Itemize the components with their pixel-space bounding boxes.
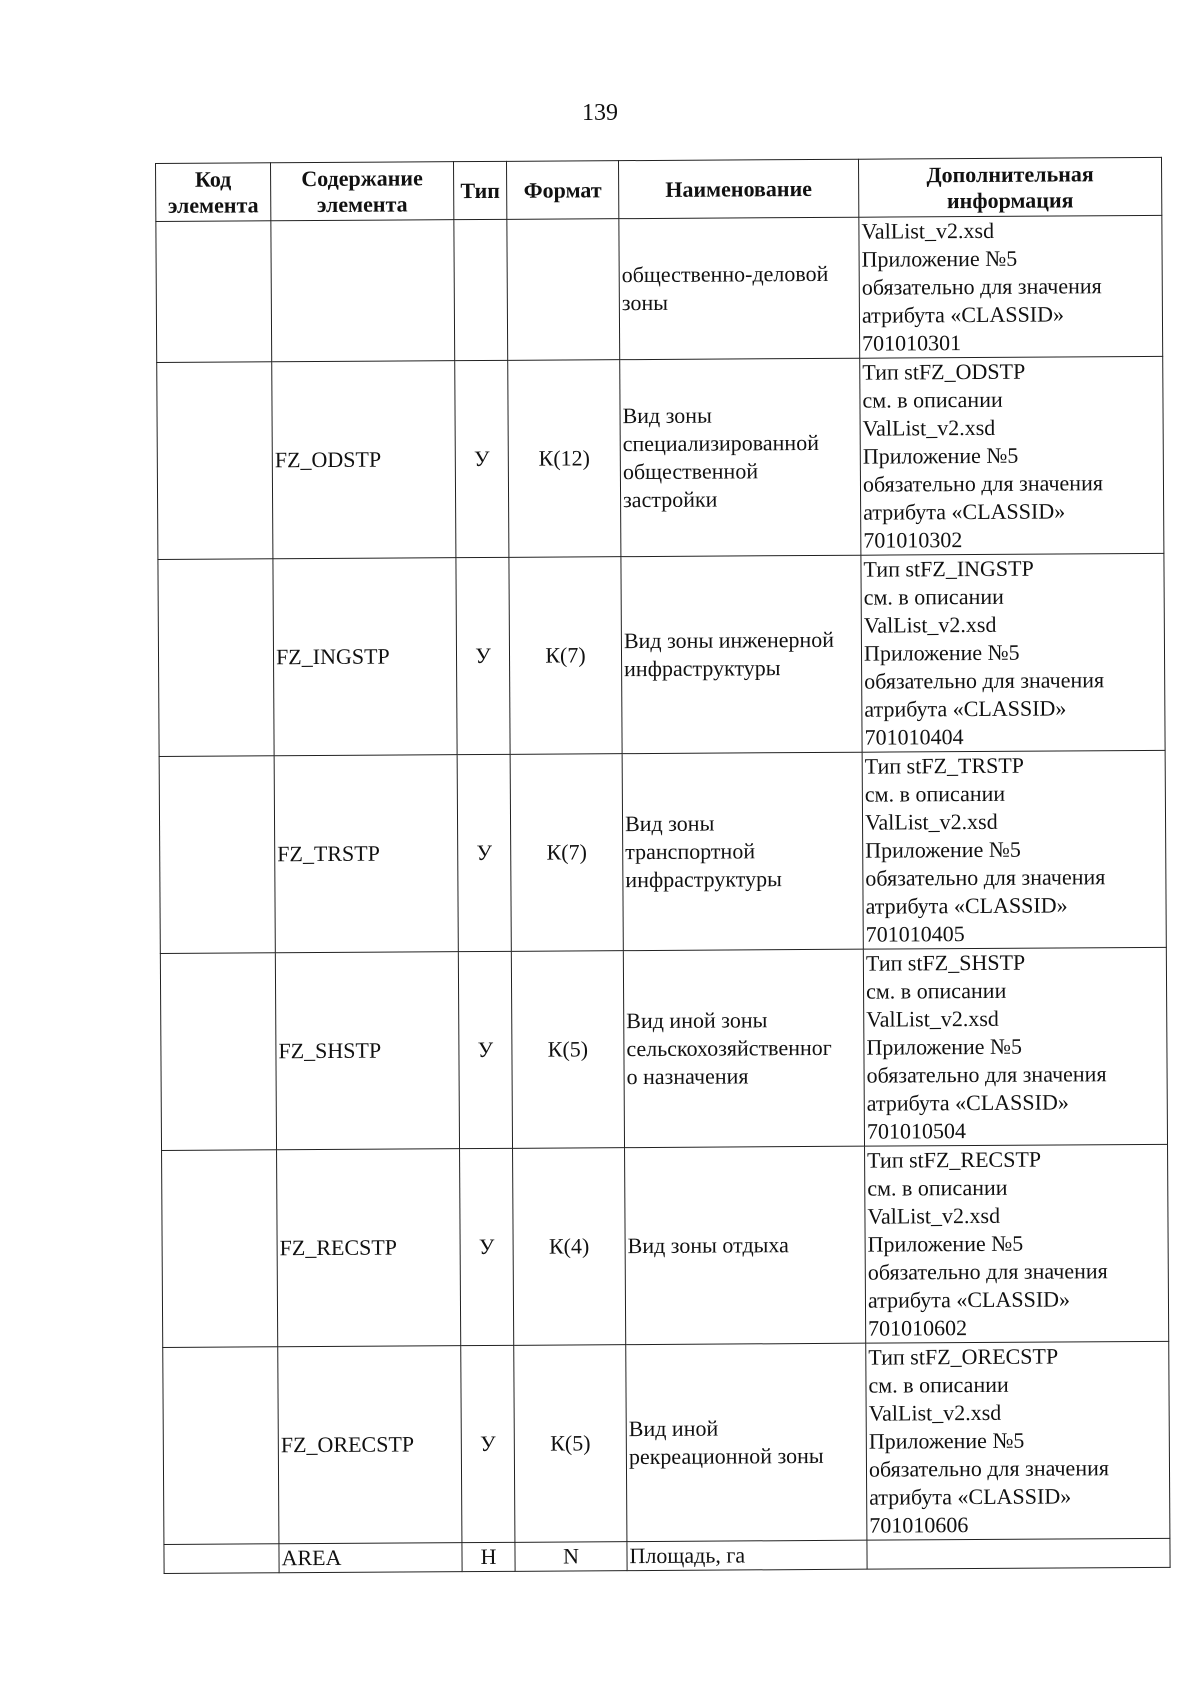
cell-name xyxy=(623,949,864,1147)
info-line: Приложение №5 xyxy=(867,1230,1024,1257)
info-line: обязательно для значения xyxy=(865,864,1106,891)
name-line: специализированной xyxy=(622,429,820,457)
info-line: Тип stFZ_ORECSTP xyxy=(868,1343,1059,1370)
info-line: см. в описании xyxy=(867,1174,1008,1201)
info-line: Приложение №5 xyxy=(863,639,1020,666)
table-row xyxy=(156,215,1163,362)
table-row xyxy=(162,1144,1169,1347)
cell-format: К(7) xyxy=(509,557,622,755)
cell-content xyxy=(271,220,455,362)
cell-content: FZ_RECSTP xyxy=(277,1149,461,1347)
cell-code xyxy=(157,362,273,560)
cell-type: Н xyxy=(462,1542,515,1571)
cell-info xyxy=(867,1538,1170,1569)
cell-format: К(5) xyxy=(511,951,624,1149)
cell-code xyxy=(164,1544,279,1574)
cell-info xyxy=(859,215,1163,358)
cell-info xyxy=(865,1144,1169,1343)
header-name: Наименование xyxy=(618,159,858,218)
info-line: 701010405 xyxy=(865,921,965,947)
name-line: Вид зоны инженерной xyxy=(623,626,835,654)
name-line: рекреационной зоны xyxy=(628,1442,824,1470)
cell-name xyxy=(622,752,863,950)
info-line: ValList_v2.xsd xyxy=(862,414,996,441)
cell-info xyxy=(860,356,1164,555)
table-header-row xyxy=(156,157,1162,221)
info-line: Тип stFZ_SHSTP xyxy=(865,949,1026,976)
cell-format: К(4) xyxy=(513,1148,626,1346)
cell-info xyxy=(863,947,1167,1146)
cell-format: К(7) xyxy=(510,754,623,952)
info-line: 701010301 xyxy=(862,330,962,356)
cell-type: У xyxy=(460,1148,514,1345)
info-line: атрибута «CLASSID» xyxy=(866,1089,1069,1116)
cell-name xyxy=(627,1540,867,1570)
info-line: Тип stFZ_ODSTP xyxy=(862,358,1026,385)
cell-info xyxy=(862,750,1166,949)
cell-content: FZ_SHSTP xyxy=(275,952,459,1150)
table-row xyxy=(160,947,1167,1150)
info-line: атрибута «CLASSID» xyxy=(864,695,1067,722)
table-row xyxy=(158,553,1165,756)
header-format: Формат xyxy=(506,161,618,220)
info-line: см. в описании xyxy=(862,386,1003,413)
info-line: обязательно для значения xyxy=(861,273,1102,300)
header-content: Содержание элемента xyxy=(271,162,454,221)
name-line: застройки xyxy=(622,486,718,513)
name-line: Вид иной xyxy=(628,1415,719,1442)
info-line: ValList_v2.xsd xyxy=(864,808,998,835)
name-line: о назначения xyxy=(626,1063,749,1090)
name-line: Вид зоны отдыха xyxy=(627,1232,789,1259)
name-line: Вид зоны xyxy=(624,810,715,837)
info-line: 701010404 xyxy=(864,724,964,750)
cell-name xyxy=(625,1146,866,1344)
name-line: инфраструктуры xyxy=(624,655,781,682)
cell-content: FZ_ORECSTP xyxy=(278,1346,462,1544)
cell-name xyxy=(626,1343,867,1541)
name-line: общественно-деловой xyxy=(621,260,829,288)
info-line: Приложение №5 xyxy=(866,1033,1023,1060)
info-line: ValList_v2.xsd xyxy=(866,1005,999,1032)
cell-code xyxy=(162,1150,278,1348)
info-line: Приложение №5 xyxy=(865,836,1021,863)
cell-name xyxy=(621,555,862,753)
info-line: см. в описании xyxy=(863,583,1004,610)
name-line: транспортной xyxy=(625,838,756,865)
cell-format xyxy=(507,219,620,361)
info-line: 701010606 xyxy=(869,1512,969,1538)
info-line: обязательно для значения xyxy=(866,1061,1107,1088)
cell-name xyxy=(619,217,860,359)
table-row xyxy=(159,750,1166,953)
info-line: 701010504 xyxy=(866,1118,967,1144)
table-row xyxy=(157,356,1164,559)
table-body xyxy=(156,215,1170,1573)
cell-code xyxy=(156,221,272,363)
cell-format: N xyxy=(515,1542,627,1572)
cell-code xyxy=(159,756,275,954)
cell-type xyxy=(454,219,508,360)
info-line: ValList_v2.xsd xyxy=(867,1202,1001,1229)
header-type: Тип xyxy=(453,161,506,219)
cell-code xyxy=(160,953,276,1151)
info-line: Тип stFZ_INGSTP xyxy=(863,555,1034,582)
cell-content: FZ_TRSTP xyxy=(274,755,458,953)
name-line: общественной xyxy=(622,458,759,485)
info-line: атрибута «CLASSID» xyxy=(865,892,1068,919)
header-code: Код элемента xyxy=(156,163,271,222)
page-number: 139 xyxy=(582,100,618,126)
info-line: атрибута «CLASSID» xyxy=(869,1483,1072,1510)
cell-info xyxy=(866,1341,1170,1540)
info-line: см. в описании xyxy=(864,780,1006,807)
name-line: Вид зоны xyxy=(622,402,712,429)
cell-info xyxy=(861,553,1165,752)
cell-code xyxy=(158,559,274,757)
info-line: Приложение №5 xyxy=(861,245,1018,272)
info-line: Приложение №5 xyxy=(868,1427,1025,1454)
name-line: сельскохозяйственног xyxy=(626,1034,832,1062)
name-line: Вид иной зоны xyxy=(626,1007,768,1034)
cell-content: AREA xyxy=(279,1543,462,1573)
cell-type: У xyxy=(458,951,512,1148)
name-line: инфраструктуры xyxy=(625,866,782,893)
cell-type: У xyxy=(457,754,511,951)
cell-type: У xyxy=(461,1345,515,1542)
element-spec-table xyxy=(155,157,1171,1574)
cell-format: К(12) xyxy=(508,360,621,558)
cell-type: У xyxy=(455,360,509,557)
info-line: обязательно для значения xyxy=(862,470,1104,497)
info-line: обязательно для значения xyxy=(864,667,1105,694)
info-line: Приложение №5 xyxy=(862,442,1019,469)
info-line: Тип stFZ_RECSTP xyxy=(867,1146,1042,1173)
cell-type: У xyxy=(456,557,510,754)
cell-format: К(5) xyxy=(514,1345,627,1543)
header-info: Дополнительная информация xyxy=(858,157,1161,217)
cell-name xyxy=(620,358,861,556)
info-line: см. в описании xyxy=(868,1371,1009,1398)
info-line: 701010602 xyxy=(868,1315,968,1341)
info-line: ValList_v2.xsd xyxy=(863,611,997,638)
table-row xyxy=(164,1538,1170,1573)
name-line: Площадь, га xyxy=(629,1542,746,1569)
info-line: 701010302 xyxy=(863,527,963,553)
info-line: атрибута «CLASSID» xyxy=(867,1286,1071,1313)
info-line: обязательно для значения xyxy=(868,1455,1110,1482)
name-line: зоны xyxy=(621,289,669,316)
info-line: ValList_v2.xsd xyxy=(861,217,995,244)
info-line: обязательно для значения xyxy=(867,1258,1108,1285)
cell-content: FZ_ODSTP xyxy=(272,361,456,559)
info-line: см. в описании xyxy=(865,977,1007,1004)
info-line: атрибута «CLASSID» xyxy=(863,498,1066,525)
table-row xyxy=(163,1341,1170,1544)
info-line: Тип stFZ_TRSTP xyxy=(864,752,1025,779)
info-line: атрибута «CLASSID» xyxy=(861,301,1065,328)
cell-code xyxy=(163,1347,279,1545)
cell-content: FZ_INGSTP xyxy=(273,558,457,756)
info-line: ValList_v2.xsd xyxy=(868,1399,1002,1426)
